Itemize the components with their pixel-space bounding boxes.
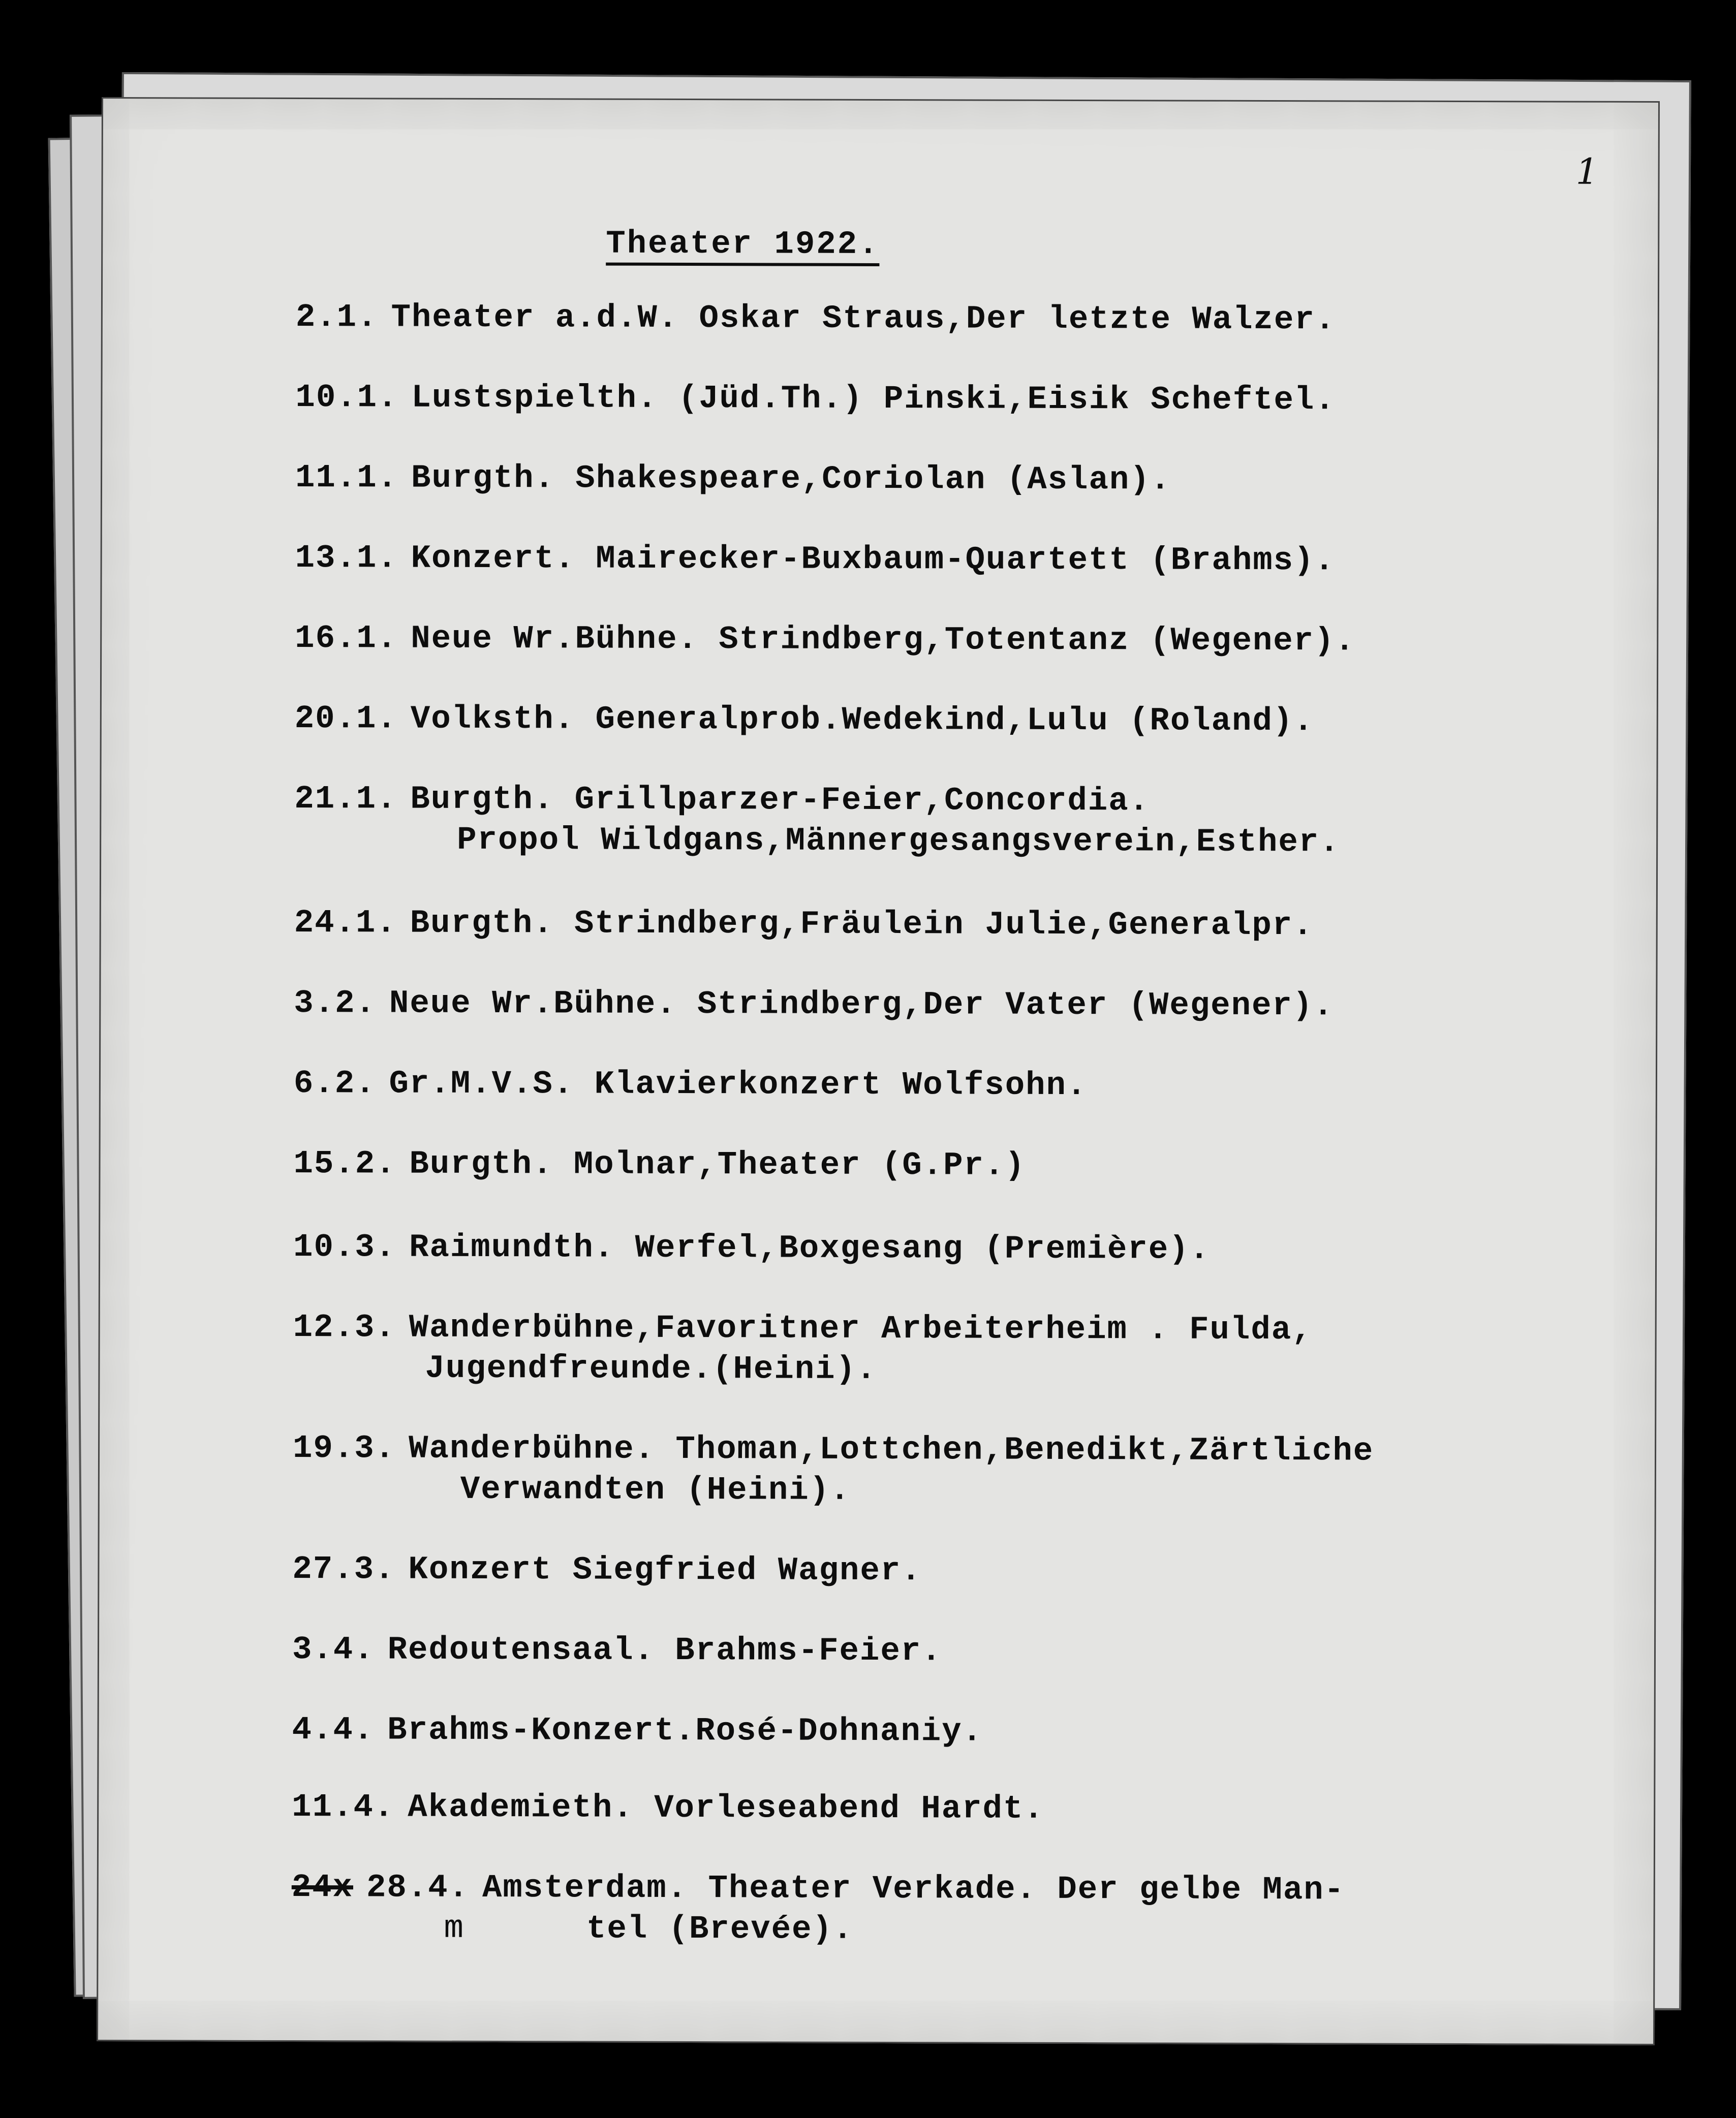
entry-text: Burgth. Strindberg,Fräulein Julie,Generalpr. (410, 905, 1314, 945)
entry-date: 10.1. (295, 379, 398, 417)
entry-row (295, 458, 1627, 502)
entry-row (293, 1144, 1625, 1188)
entry-text: Brahms-Konzert.Rosé-Dohnaniy. (387, 1712, 983, 1751)
entry-text: Burgth. Shakespeare,Coriolan (Aslan). (411, 460, 1171, 499)
entry-date: 12.3. (293, 1309, 396, 1347)
entry-text: Redoutensaal. Brahms-Feier. (387, 1632, 942, 1670)
entry-date: 11.4. (292, 1789, 395, 1826)
entry-text: Burgth. Molnar,Theater (G.Pr.) (409, 1146, 1026, 1185)
entry-text: Raimundth. Werfel,Boxgesang (Première). (409, 1229, 1211, 1268)
entry-text: Neue Wr.Bühne. Strindberg,Der Vater (Wegener). (389, 985, 1334, 1025)
entry-continuation-row (291, 1908, 1623, 1952)
entry-date: 3.2. (294, 985, 377, 1022)
entry-date: 10.3. (293, 1229, 396, 1266)
entry-date: 15.2. (293, 1145, 396, 1183)
entry-text: Wanderbühne. Thoman,Lottchen,Benedikt,Zärtliche (408, 1430, 1374, 1470)
entry-row (292, 1549, 1624, 1594)
page-number: 1 (1575, 150, 1599, 193)
entry-continuation: tel (Brevée). (586, 1911, 854, 1948)
entry-list (291, 297, 1627, 1952)
entry-date: 28.4. (366, 1870, 470, 1907)
entry-date: 13.1. (295, 540, 398, 577)
entry-row (294, 903, 1626, 947)
entry-text: Volksth. Generalprob.Wedekind,Lulu (Roland). (410, 701, 1314, 740)
entry-text: Akademieth. Vorleseabend Hardt. (408, 1789, 1044, 1828)
entry-row (292, 1710, 1623, 1754)
entry-row (296, 297, 1627, 341)
entry-date: 6.2. (293, 1065, 376, 1103)
entry-date: 27.3. (292, 1551, 395, 1588)
entry-date: 11.1. (295, 459, 398, 497)
entry-row (295, 538, 1627, 582)
typed-page (97, 97, 1660, 2045)
entry-text: Konzert. Mairecker-Buxbaum-Quartett (Brahms). (411, 540, 1336, 580)
entry-date: 3.4. (292, 1631, 375, 1669)
entry-row (293, 1227, 1625, 1271)
struck-out-text: 24x (291, 1869, 354, 1907)
margin-mark: m (444, 1910, 465, 1947)
entry-date: 21.1. (294, 781, 397, 818)
entry-continuation: Verwandten (Heini). (460, 1471, 851, 1509)
entry-text: Theater a.d.W. Oskar Straus,Der letzte Walzer. (391, 299, 1336, 339)
entry-text: Wanderbühne,Favoritner Arbeiterheim . Fulda, (409, 1310, 1313, 1349)
entry-date: 16.1. (295, 620, 398, 658)
entry-row (295, 618, 1626, 663)
entry-row (295, 378, 1627, 422)
entry-row (292, 1867, 1623, 1912)
entry-date: 19.3. (292, 1430, 396, 1468)
entry-row (295, 699, 1626, 743)
entry-text: Lustspielth. (Jüd.Th.) Pinski,Eisik Scheftel. (411, 380, 1336, 419)
page-title: Theater 1922. (606, 226, 880, 264)
entry-date: 4.4. (292, 1711, 375, 1749)
entry-row (292, 1787, 1623, 1831)
entry-continuation: Propol Wildgans,Männergesangsverein,Esther. (457, 822, 1340, 861)
entry-continuation: Jugendfreunde.(Heini). (425, 1350, 877, 1388)
entry-row (294, 779, 1626, 823)
entry-date: 24.1. (294, 905, 397, 942)
entry-row (293, 1428, 1624, 1473)
entry-row (292, 1630, 1624, 1674)
entry-date: 2.1. (295, 299, 378, 336)
entry-text: Amsterdam. Theater Verkade. Der gelbe Man- (482, 1870, 1345, 1909)
entry-row (294, 983, 1625, 1027)
entry-text: Neue Wr.Bühne. Strindberg,Totentanz (Wegener). (411, 620, 1356, 660)
entry-text: Gr.M.V.S. Klavierkonzert Wolfsohn. (389, 1066, 1088, 1105)
entry-text: Konzert Siegfried Wagner. (408, 1551, 922, 1590)
entry-row (293, 1307, 1625, 1352)
entry-text: Burgth. Grillparzer-Feier,Concordia. (410, 781, 1150, 820)
entry-row (294, 1064, 1625, 1108)
entry-date: 20.1. (294, 700, 397, 738)
